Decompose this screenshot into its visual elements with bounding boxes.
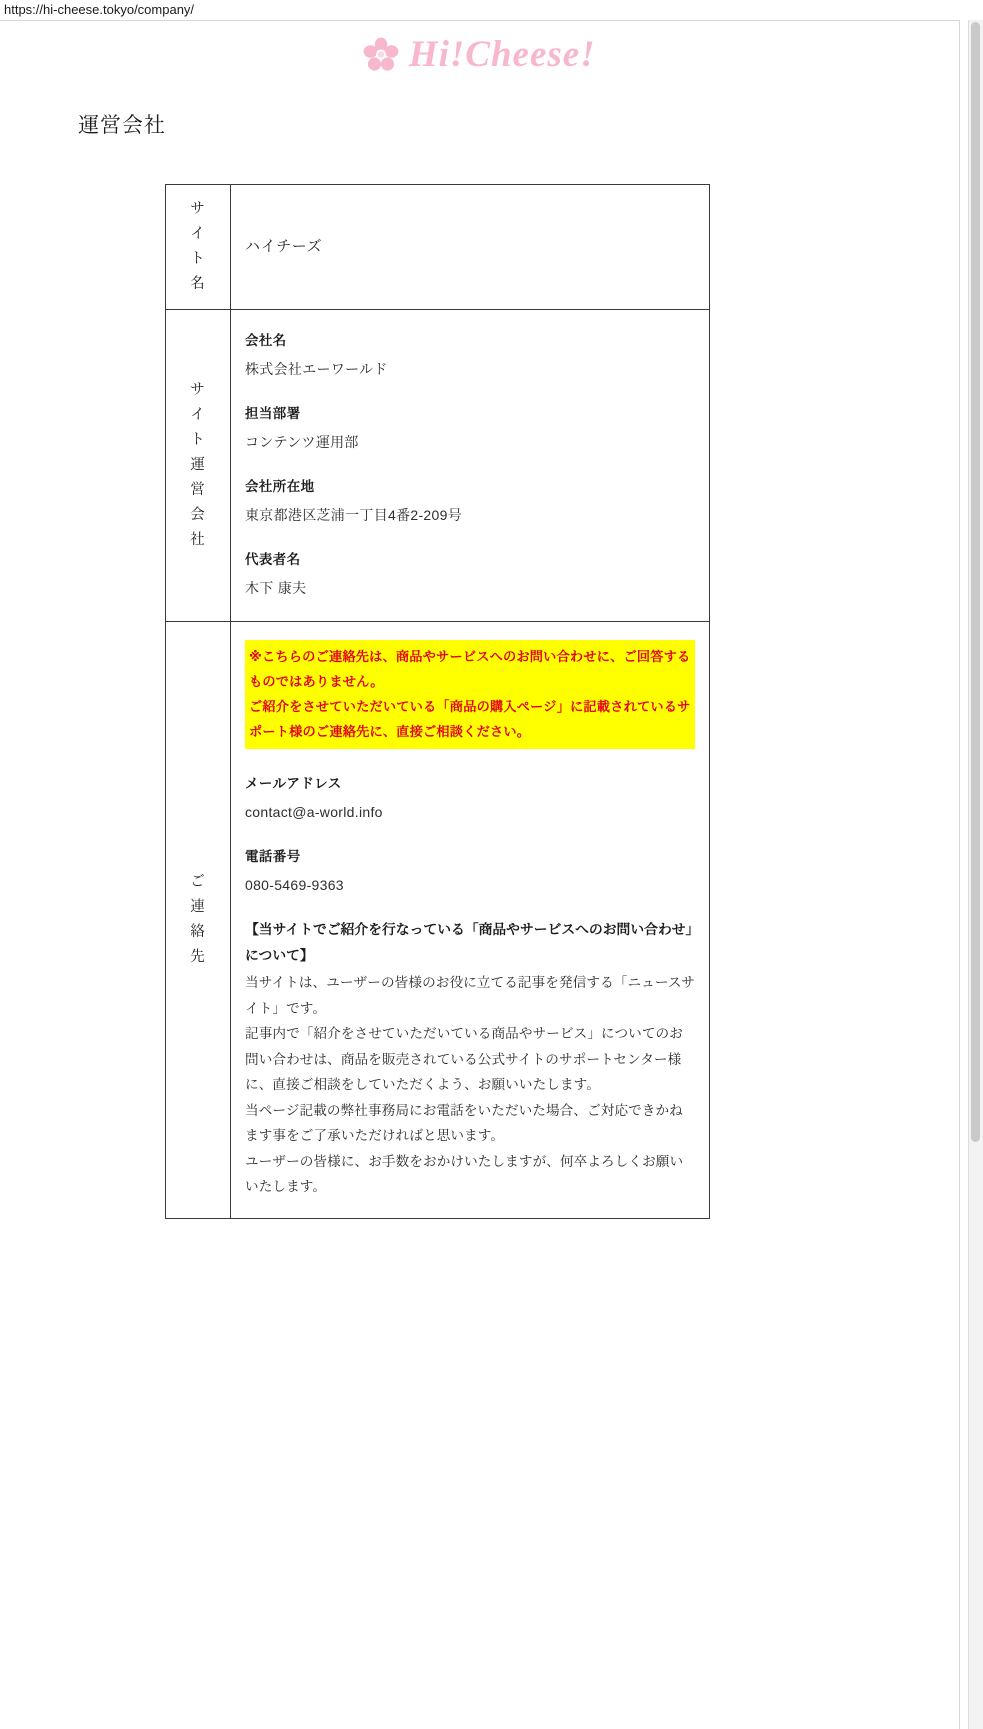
inquiry-paragraph-1: 当サイトは、ユーザーの皆様のお役に立てる記事を発信する「ニュースサイト」です。 [245, 975, 695, 1016]
url-text: https://hi-cheese.tokyo/company/ [4, 2, 195, 17]
value-department: コンテンツ運用部 [245, 434, 359, 450]
value-email[interactable]: contact@a-world.info [245, 804, 383, 820]
value-address: 東京都港区芝浦一丁目4番2-209号 [245, 507, 462, 523]
table-row [166, 622, 710, 1219]
site-logo[interactable] [0, 21, 959, 79]
notice-line-1: ※こちらのご連絡先は、商品やサービスへのお問い合わせに、ご回答するものではありません。 [249, 649, 691, 689]
label-department: 担当部署 [245, 406, 301, 421]
label-address: 会社所在地 [245, 479, 315, 494]
value-company-name: 株式会社エーワールド [245, 361, 388, 377]
site-name-value: ハイチーズ [245, 238, 323, 255]
flower-icon [363, 37, 399, 73]
notice-line-2: ご紹介をさせていただいている「商品の購入ページ」に記載されているサポート様のご連絡先に、直接ご相談ください。 [249, 699, 691, 739]
browser-url-bar[interactable] [0, 0, 983, 22]
cell-site-name [231, 185, 710, 310]
inquiry-paragraph-4: ユーザーの皆様に、お手数をおかけいたしますが、何卒よろしくお願いいたします。 [245, 1153, 684, 1194]
inquiry-paragraph-3: 当ページ記載の弊社事務局にお電話をいただいた場合、ご対応できかねます事をご了承いただければと思います。 [245, 1102, 683, 1143]
company-info-table [165, 184, 710, 1219]
logo-text: Hi!Cheese! [408, 34, 596, 75]
row-header-contact: ご 連 絡 先 [166, 622, 231, 1219]
vertical-scrollbar[interactable] [968, 20, 983, 1729]
scrollbar-thumb[interactable] [971, 22, 980, 1142]
table-row [166, 310, 710, 622]
value-representative: 木下 康夫 [245, 580, 307, 596]
label-email: メールアドレス [245, 776, 342, 791]
cell-operating-company [231, 310, 710, 622]
label-representative: 代表者名 [245, 552, 301, 567]
table-row [166, 185, 710, 310]
label-phone: 電話番号 [245, 849, 301, 864]
inquiry-block-title: 【当サイトでご紹介を行なっている「商品やサービスへのお問い合わせ」について】 [245, 922, 693, 963]
row-header-site-name: サ イ ト 名 [166, 185, 231, 310]
warning-notice [245, 640, 695, 749]
page-title: 運営会社 [78, 114, 166, 137]
label-company-name: 会社名 [245, 333, 287, 348]
value-phone[interactable]: 080-5469-9363 [245, 877, 344, 893]
row-header-operating-company: サ イ ト 運 営 会 社 [166, 310, 231, 622]
cell-contact [231, 622, 710, 1219]
page-content [0, 20, 960, 1729]
logo-inner [363, 35, 595, 75]
inquiry-paragraph-2: 記事内で「紹介をさせていただいている商品やサービス」についてのお問い合わせは、商品を販売されている公式サイトのサポートセンター様に、直接ご相談をしていただくよう、お願いいたします。 [245, 1026, 683, 1092]
